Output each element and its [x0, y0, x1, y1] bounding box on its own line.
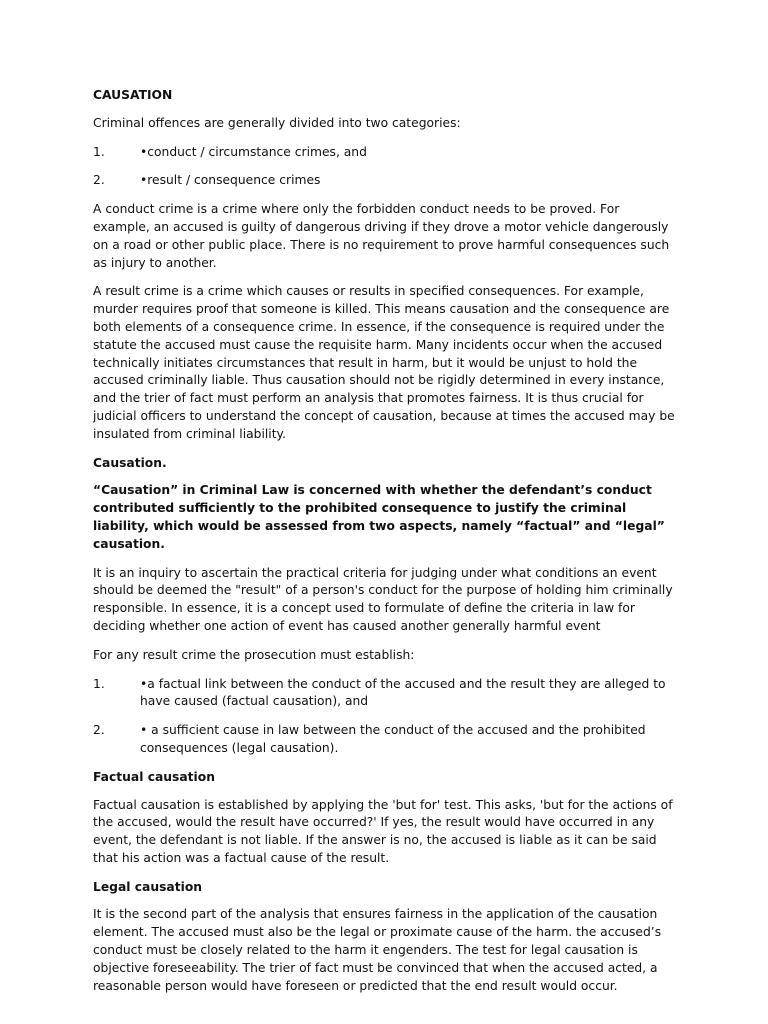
conduct-crime-paragraph: A conduct crime is a crime where only the forbidden conduct needs to be proved. For example, an accused is guilty of dangerous driving if they drove a motor vehicle dangerously on a road or other public place. There is no requirement to prove harmful consequences such as injury to another.	[93, 202, 670, 270]
legal-causation-heading: Legal causation	[93, 879, 203, 894]
list-text: •a factual link between the conduct of the accused and the result they are alleged to have caused (factual causation), and	[140, 676, 666, 709]
prosecution-item-1	[93, 676, 678, 712]
list-number: 1.	[93, 676, 105, 691]
list-number: 2.	[93, 173, 105, 188]
list-number: 2.	[93, 723, 105, 738]
factual-causation-heading: Factual causation	[93, 769, 215, 784]
prosecution-intro: For any result crime the prosecution must establish:	[93, 647, 415, 662]
causation-definition: “Causation” in Criminal Law is concerned with whether the defendant’s conduct contributed sufficiently to the prohibited consequence to justify the criminal liability, which would be assessed from two aspects, namely “factual” and “legal” causation.	[93, 483, 665, 551]
list-number: 1.	[93, 144, 105, 159]
category-item-2	[93, 172, 678, 190]
causation-heading: Causation.	[93, 455, 167, 470]
list-text: • a sufficient cause in law between the conduct of the accused and the prohibited consequences (legal causation).	[140, 723, 646, 755]
factual-causation-paragraph: Factual causation is established by applying the 'but for' test. This asks, 'but for the actions of the accused, would the result have occurred?' If yes, the result would have occurred in any event, the defendant is not liable. If the answer is no, the accused is liable as it can be said that his action was a factual cause of the result.	[93, 797, 673, 865]
prosecution-item-2	[93, 722, 678, 758]
category-item-1	[93, 144, 678, 162]
list-text: •conduct / circumstance crimes, and	[140, 144, 367, 159]
intro-paragraph: Criminal offences are generally divided into two categories:	[93, 115, 461, 130]
legal-causation-paragraph: It is the second part of the analysis that ensures fairness in the application of the causation element. The accused must also be the legal or proximate cause of the harm. the accused’s conduct must be closely related to the harm it engenders. The test for legal causation is objective foreseeability. The trier of fact must be convinced that when the accused acted, a reasonable person would have foreseen or predicted that the end result would occur.	[93, 907, 662, 993]
inquiry-paragraph: It is an inquiry to ascertain the practical criteria for judging under what conditions an event should be deemed the "result" of a person's conduct for the purpose of holding him criminally responsible. In essence, it is a concept used to formulate of define the criteria in law for deciding whether one action of event has caused another generally harmful event	[93, 565, 673, 633]
result-crime-paragraph: A result crime is a crime which causes or results in specified consequences. For example, murder requires proof that someone is killed. This means causation and the consequence are both elements of a consequence crime. In essence, if the consequence is required under the statute the accused must cause the requisite harm. Many incidents occur when the accused technically initiates circumstances that result in harm, but it would be unjust to hold the accused criminally liable. Thus causation should not be rigidly determined in every instance, and the trier of fact must perform an analysis that promotes fairness. It is thus crucial for judicial officers to understand the concept of causation, because at times the accused may be insulated from criminal liability.	[93, 284, 675, 441]
document-title: CAUSATION	[93, 88, 173, 102]
list-text: •result / consequence crimes	[140, 173, 321, 188]
